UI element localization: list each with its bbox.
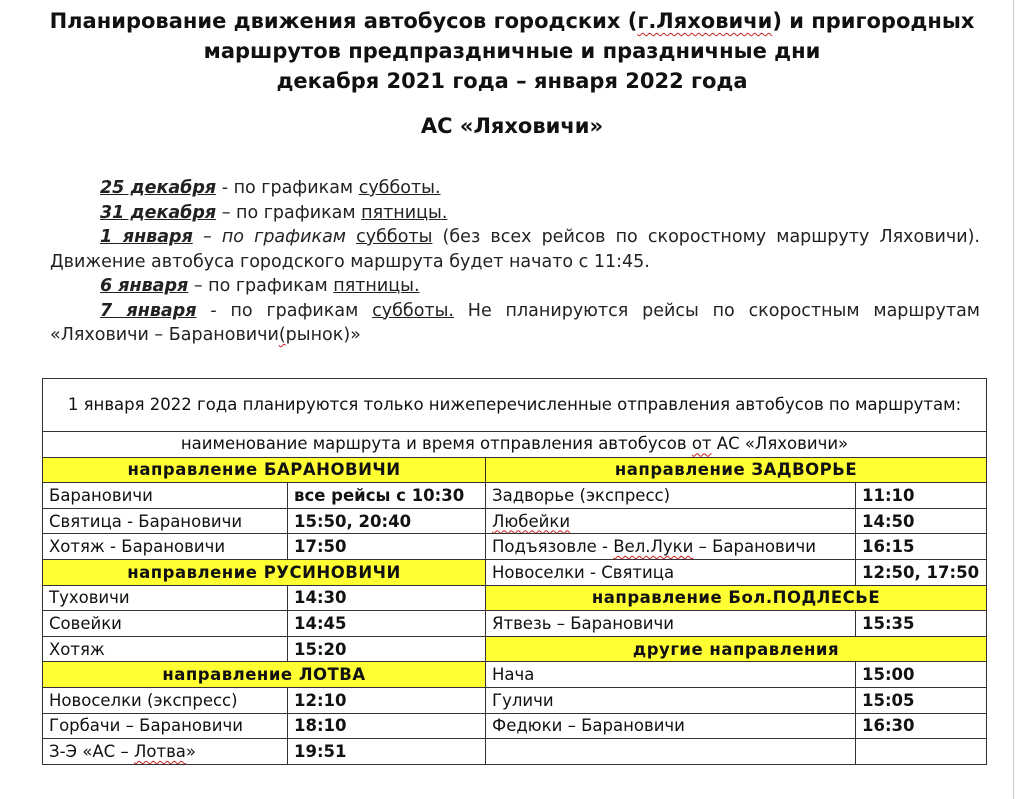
table-row xyxy=(43,508,987,534)
route-name: Туховичи xyxy=(43,585,288,611)
route-name: Святица - Барановичи xyxy=(43,508,288,534)
direction-other: другие направления xyxy=(486,636,987,662)
route-time: 14:45 xyxy=(288,611,486,637)
table-row xyxy=(43,559,987,585)
route-name xyxy=(43,739,288,765)
direction-lotva: направление ЛОТВА xyxy=(43,662,486,688)
route-name: Хотяж xyxy=(43,636,288,662)
note-text: – по графикам xyxy=(216,202,362,223)
note-jan1 xyxy=(50,225,980,274)
title-town: г.Ляховичи xyxy=(637,9,773,33)
note-date: 7 января xyxy=(100,300,197,321)
route-time: 15:35 xyxy=(856,611,987,637)
hdr2-pre: наименование маршрута и время отправления автобусов xyxy=(180,434,692,454)
title-l1-pre: Планирование движения автобусов городских ( xyxy=(49,9,638,33)
note-day: субботы xyxy=(356,227,433,247)
route-time: 14:50 xyxy=(856,508,987,534)
route-time: 12:10 xyxy=(288,687,486,713)
direction-zadvorye: направление ЗАДВОРЬЕ xyxy=(486,457,987,483)
empty-cell xyxy=(486,739,856,765)
route-time: 11:10 xyxy=(856,483,987,509)
route-name: Задворье (экспресс) xyxy=(486,483,856,509)
direction-bol-podlesye: направление Бол.ПОДЛЕСЬЕ xyxy=(486,585,987,611)
table-row xyxy=(43,379,987,432)
route-time: 16:15 xyxy=(856,534,987,560)
note-day: субботы. xyxy=(372,300,454,321)
table-row xyxy=(43,585,987,611)
route-name: Барановичи xyxy=(43,483,288,509)
route-time: 19:51 xyxy=(288,739,486,765)
route-part: – Барановичи xyxy=(693,537,816,557)
route-time: 17:50 xyxy=(288,534,486,560)
note-day: субботы. xyxy=(358,178,441,198)
route-time: 12:50, 17:50 xyxy=(856,559,987,585)
table-row xyxy=(43,457,987,483)
route-name: Ятвезь – Барановичи xyxy=(486,611,856,637)
route-name-text: Любейки xyxy=(492,511,571,531)
note-date: 1 января xyxy=(100,227,193,247)
route-part: З-Э «АС – xyxy=(49,741,134,761)
note-dec25 xyxy=(50,176,980,201)
table-row xyxy=(43,483,987,509)
route-name: Хотяж - Барановичи xyxy=(43,534,288,560)
route-time: 18:10 xyxy=(288,713,486,739)
document-title xyxy=(40,6,984,96)
schedule-table xyxy=(42,378,987,765)
empty-cell xyxy=(856,739,987,765)
note-jan6 xyxy=(50,274,980,299)
route-time: 16:30 xyxy=(856,713,987,739)
schedule-notes xyxy=(50,176,980,348)
title-line-3: декабря 2021 года – января 2022 года xyxy=(276,69,748,93)
table-row xyxy=(43,534,987,560)
note-text: - по графикам xyxy=(196,300,373,321)
route-time: 15:50, 20:40 xyxy=(288,508,486,534)
table-header-sub xyxy=(43,432,987,458)
note-jan7 xyxy=(50,299,980,348)
table-row xyxy=(43,611,987,637)
note-rest: (без всех рейсов по скоростному маршруту Ляховичи). Движение автобуса городского маршрута будет начато с 11:45. xyxy=(50,227,980,272)
route-name: Новоселки - Святица xyxy=(486,559,856,585)
note-end: рынок)» xyxy=(285,325,361,345)
note-rest: Не планируются рейсы по скоростным маршрутам «Ляховичи – Барановичи xyxy=(50,300,981,345)
route-name xyxy=(486,534,856,560)
title-line-1 xyxy=(40,6,984,36)
route-name: Новоселки (экспресс) xyxy=(43,687,288,713)
route-part: » xyxy=(185,741,197,761)
note-day: пятницы. xyxy=(361,202,448,223)
route-name: Нача xyxy=(486,662,856,688)
direction-baranovichi: направление БАРАНОВИЧИ xyxy=(43,457,486,483)
station-name: АС «Ляховичи» xyxy=(420,114,604,138)
hdr2-from: от xyxy=(691,434,712,454)
note-day: пятницы. xyxy=(333,276,420,296)
title-l1-post: ) и пригородных xyxy=(772,9,975,33)
note-text: - по графикам xyxy=(216,178,359,198)
route-part: Лотва xyxy=(133,741,186,761)
table-row xyxy=(43,687,987,713)
hdr2-post: АС «Ляховичи» xyxy=(711,434,849,454)
direction-rusinovichi: направление РУСИНОВИЧИ xyxy=(43,559,486,585)
table-row xyxy=(43,662,987,688)
note-dec31 xyxy=(50,201,980,226)
route-time: все рейсы с 10:30 xyxy=(288,483,486,509)
route-name: Гуличи xyxy=(486,687,856,713)
table-header-main: 1 января 2022 года планируются только нижеперечисленные отправления автобусов по маршрутам: xyxy=(43,379,987,432)
table-row xyxy=(43,713,987,739)
route-name xyxy=(486,508,856,534)
table-row xyxy=(43,432,987,458)
note-date: 31 декабря xyxy=(100,202,217,223)
note-paren: ( xyxy=(278,325,286,345)
route-time: 15:05 xyxy=(856,687,987,713)
route-part: Вел.Луки xyxy=(613,537,694,557)
route-name: Горбачи – Барановичи xyxy=(43,713,288,739)
title-line-2: маршрутов предпраздничные и праздничные дни xyxy=(203,39,821,63)
note-date: 6 января xyxy=(100,276,189,296)
route-time: 14:30 xyxy=(288,585,486,611)
route-name: Совейки xyxy=(43,611,288,637)
table-row xyxy=(43,636,987,662)
route-name: Федюки – Барановичи xyxy=(486,713,856,739)
route-time: 15:00 xyxy=(856,662,987,688)
table-row xyxy=(43,739,987,765)
note-text: – по графикам xyxy=(188,276,334,296)
note-text: – по графикам xyxy=(192,227,357,247)
note-date: 25 декабря xyxy=(100,178,217,198)
route-part: Подъязовле - xyxy=(492,537,614,557)
route-time: 15:20 xyxy=(288,636,486,662)
